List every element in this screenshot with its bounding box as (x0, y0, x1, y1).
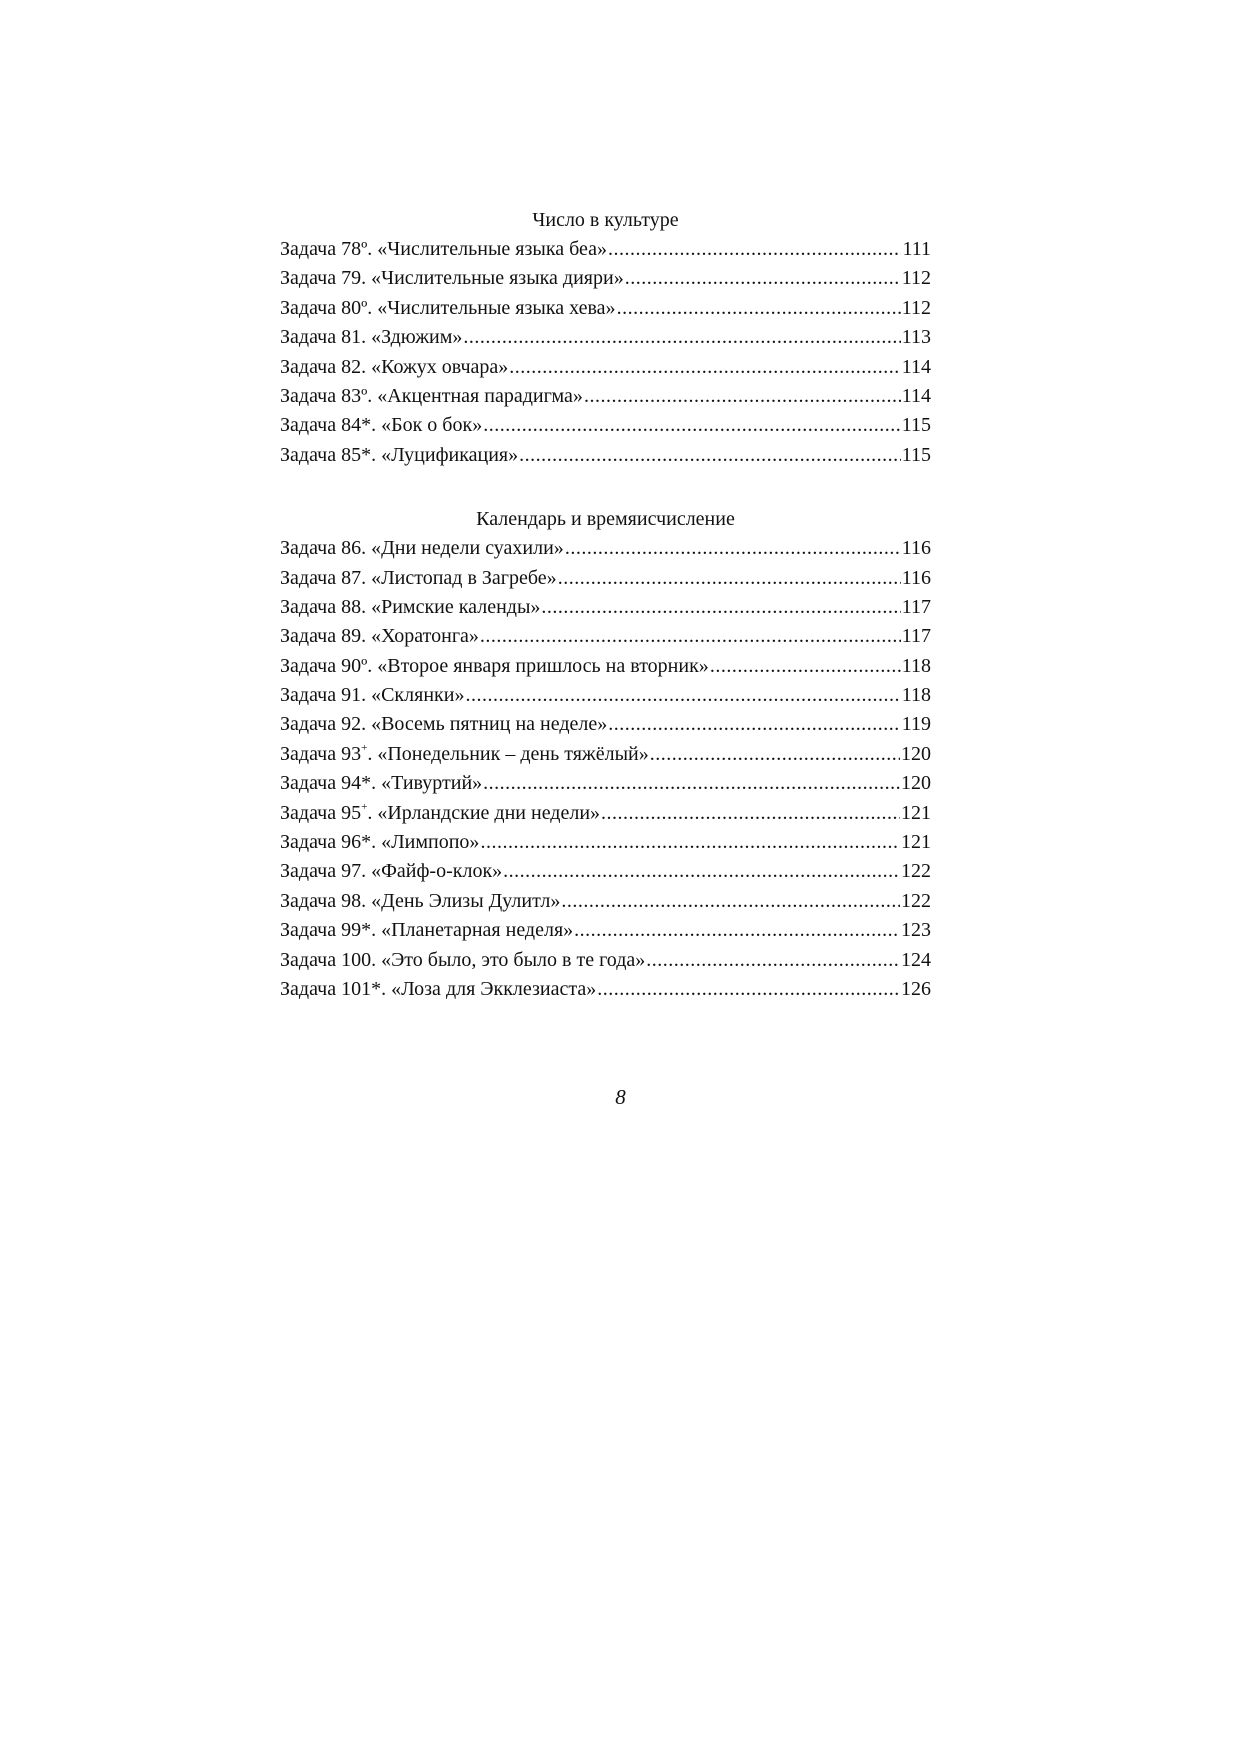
toc-entry-title (280, 887, 560, 916)
toc-entry-name: «Дни недели суахили» (371, 537, 564, 560)
toc-entry-name: «Акцентная парадигма» (377, 384, 583, 407)
toc-entry-page: 112 (901, 296, 931, 319)
toc-entry-label: Задача 80º. (280, 296, 378, 319)
toc-entry-label: Задача 95 (280, 801, 362, 824)
dot-leader (646, 946, 900, 975)
toc-entry[interactable] (280, 946, 931, 975)
toc-entry-title (280, 652, 709, 681)
toc-entry-label: Задача 86. (280, 537, 372, 560)
toc-entry-label: Задача 91. (280, 684, 372, 707)
toc-entry-name: «Лоза для Экклезиаста» (391, 977, 597, 1000)
toc-entry-label: Задача 101*. (280, 977, 392, 1000)
toc-entry-title (280, 411, 482, 440)
toc-entry-name: «Второе января пришлось на вторник» (377, 654, 709, 677)
dot-leader (465, 681, 900, 710)
toc-entry[interactable] (280, 799, 931, 828)
toc-entry-name: «Числительные языка беа» (377, 238, 608, 260)
toc-entry-name: «Кожух овчара» (371, 355, 509, 378)
toc-entry-title (280, 294, 616, 323)
toc-entry-page: 113 (901, 326, 931, 349)
toc-entry-label: Задача 85*. (280, 443, 382, 466)
toc-entry-label: Задача 98. (280, 889, 372, 912)
toc-entry-mark: + (361, 800, 368, 813)
toc-entry-name: «Восемь пятниц на неделе» (371, 713, 608, 736)
section-title: Календарь и времяисчисление (476, 508, 735, 531)
dot-leader (710, 652, 901, 681)
toc-entry-page: 114 (901, 355, 931, 378)
toc-entry[interactable] (280, 441, 931, 470)
toc-entry-page: 120 (901, 742, 931, 765)
toc-entry-page: 112 (901, 267, 931, 290)
toc-entry[interactable] (280, 769, 931, 798)
dot-leader (483, 411, 901, 440)
toc-entry-name: «Склянки» (371, 684, 465, 707)
toc-entry-title (280, 323, 462, 352)
toc-entry[interactable] (280, 264, 931, 293)
toc-entry-label: Задача 81. (280, 326, 372, 349)
toc-entry-label: Задача 92. (280, 713, 372, 736)
toc-entry[interactable] (280, 975, 931, 1004)
toc-entry[interactable] (280, 564, 931, 593)
dot-leader (565, 534, 901, 563)
toc-entry-title (280, 857, 502, 886)
toc-entry-page: 115 (901, 414, 931, 437)
toc-entry-page: 118 (901, 684, 931, 707)
dot-leader (503, 857, 900, 886)
table-of-contents (280, 206, 931, 1004)
toc-entry-page: 115 (901, 443, 931, 466)
dot-leader (608, 710, 900, 739)
toc-entry[interactable] (280, 887, 931, 916)
toc-entry[interactable] (280, 235, 931, 264)
toc-entry-name: . «Ирландские дни недели» (367, 801, 601, 824)
toc-entry-name: «Числительные языка хева» (377, 296, 616, 319)
toc-entry-name: «Луцификация» (381, 443, 519, 466)
toc-entry[interactable] (280, 534, 931, 563)
toc-entry-page: 118 (901, 654, 931, 677)
toc-entry-title (280, 799, 600, 828)
toc-entry-label: Задача 83º. (280, 384, 378, 407)
toc-entry-name: «Римские календы» (371, 595, 541, 618)
dot-leader (480, 828, 900, 857)
toc-entry-label: Задача 94*. (280, 772, 382, 795)
toc-entry-title (280, 534, 564, 563)
toc-entry-title (280, 681, 464, 710)
toc-entry-title (280, 916, 573, 945)
toc-entry-page: 116 (901, 537, 931, 560)
toc-section (280, 505, 931, 1004)
toc-entry-label: Задача 93 (280, 742, 362, 765)
toc-section (280, 206, 931, 470)
toc-entry-label: Задача 97. (280, 860, 372, 883)
dot-leader (480, 622, 901, 651)
section-title: Число в культуре (532, 209, 679, 231)
toc-entry-label: Задача 90º. (280, 654, 378, 677)
toc-entry-label: Задача 99*. (280, 919, 382, 942)
toc-entry[interactable] (280, 740, 931, 769)
toc-entry-page: 124 (901, 948, 931, 971)
dot-leader (597, 975, 900, 1004)
toc-entry-label: Задача 82. (280, 355, 372, 378)
toc-entry[interactable] (280, 382, 931, 411)
toc-entry-name: «День Элизы Дулитл» (371, 889, 561, 912)
toc-entry-name: «Числительные языка дияри» (371, 267, 624, 290)
toc-entry-page: 122 (901, 889, 931, 912)
toc-entry[interactable] (280, 622, 931, 651)
dot-leader (625, 264, 901, 293)
toc-entry[interactable] (280, 857, 931, 886)
toc-entry[interactable] (280, 323, 931, 352)
toc-entry-name: «Файф-о-клок» (371, 860, 503, 883)
toc-entry-label: Задача 100. (280, 948, 382, 971)
dot-leader (608, 235, 901, 264)
toc-entry[interactable] (280, 828, 931, 857)
toc-entry-page: 116 (901, 566, 931, 589)
toc-entry[interactable] (280, 710, 931, 739)
toc-entry[interactable] (280, 652, 931, 681)
toc-entry-mark: + (361, 741, 368, 754)
dot-leader (650, 740, 900, 769)
toc-entry-title (280, 828, 479, 857)
toc-entry-label: Задача 78º. (280, 238, 378, 260)
toc-entry[interactable] (280, 411, 931, 440)
toc-entry-name: «Хоратонга» (371, 625, 479, 648)
toc-entry-page: 119 (901, 713, 931, 736)
toc-entry-title (280, 382, 583, 411)
page-number: 8 (615, 1085, 626, 1109)
toc-entry-page: 117 (901, 625, 931, 648)
toc-entry-name: «Планетарная неделя» (381, 919, 574, 942)
toc-entry[interactable] (280, 294, 931, 323)
dot-leader (519, 441, 901, 470)
toc-entry-name: «Тивуртий» (381, 772, 483, 795)
toc-entry[interactable] (280, 916, 931, 945)
toc-entry-page: 126 (901, 977, 931, 1000)
toc-entry-title (280, 622, 479, 651)
toc-entry-title (280, 975, 596, 1004)
toc-entry[interactable] (280, 353, 931, 382)
toc-entry-title (280, 593, 540, 622)
dot-leader (584, 382, 901, 411)
dot-leader (509, 353, 900, 382)
toc-entry-name: «Здюжим» (371, 326, 463, 349)
toc-entry-title (280, 441, 518, 470)
toc-entry-page: 122 (901, 860, 931, 883)
toc-entry-name: . «Понедельник – день тяжёлый» (367, 742, 649, 765)
toc-entry-title (280, 564, 557, 593)
toc-entry[interactable] (280, 681, 931, 710)
toc-entry-label: Задача 88. (280, 595, 372, 618)
dot-leader (541, 593, 900, 622)
dot-leader (483, 769, 900, 798)
toc-entry-page: 120 (901, 772, 931, 795)
toc-entry[interactable] (280, 593, 931, 622)
dot-leader (561, 887, 900, 916)
toc-entry-title (280, 353, 508, 382)
dot-leader (574, 916, 900, 945)
toc-entry-label: Задача 89. (280, 625, 372, 648)
toc-entry-page: 114 (901, 384, 931, 407)
toc-entry-title (280, 769, 482, 798)
toc-entry-title (280, 235, 607, 264)
toc-entry-name: «Это было, это было в те года» (381, 948, 646, 971)
toc-entry-label: Задача 79. (280, 267, 372, 290)
dot-leader (463, 323, 900, 352)
toc-entry-name: «Лимпопо» (381, 831, 480, 854)
toc-entry-title (280, 710, 607, 739)
toc-entry-title (280, 740, 649, 769)
toc-entry-page: 121 (901, 801, 931, 824)
toc-entry-label: Задача 87. (280, 566, 372, 589)
toc-entry-page: 117 (901, 595, 931, 618)
dot-leader (601, 799, 900, 828)
toc-entry-title (280, 264, 624, 293)
toc-entry-name: «Листопад в Загребе» (371, 566, 557, 589)
dot-leader (617, 294, 901, 323)
toc-entry-label: Задача 84*. (280, 414, 382, 437)
toc-entry-page: 121 (901, 831, 931, 854)
toc-entry-title (280, 946, 645, 975)
toc-entry-label: Задача 96*. (280, 831, 382, 854)
toc-entry-page: 123 (901, 919, 931, 942)
toc-entry-page: 111 (902, 238, 931, 260)
dot-leader (558, 564, 901, 593)
toc-entry-name: «Бок о бок» (381, 414, 483, 437)
